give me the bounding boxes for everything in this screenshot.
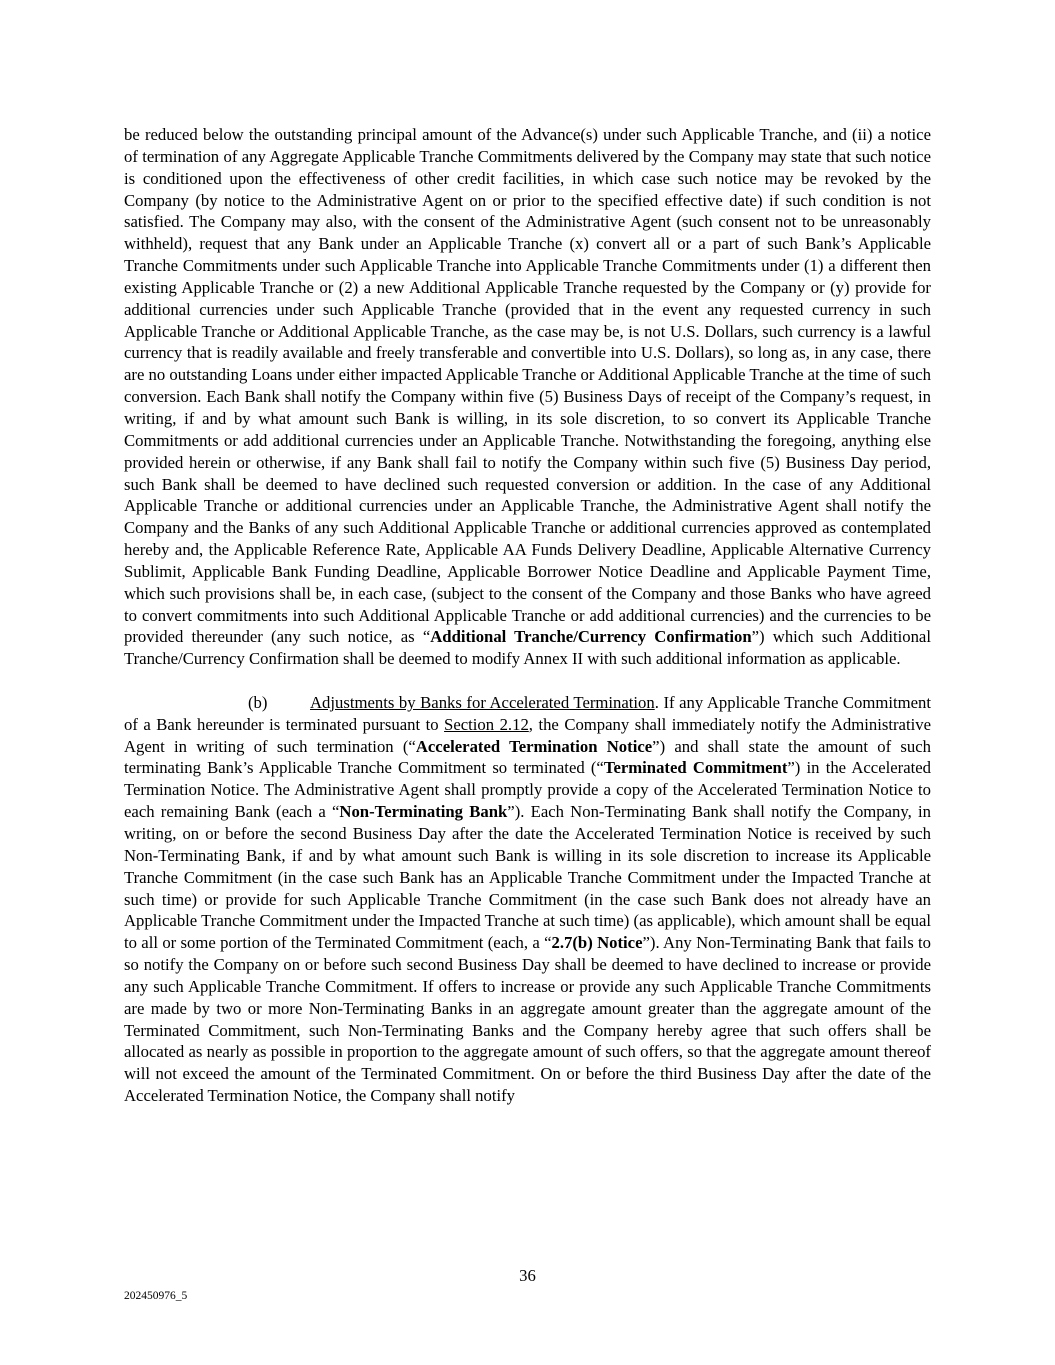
- text-run: ”) in the Accelerated Termination Notice. The Administrative Agent shall promptly provide a copy of the Accelerated Termination Notice to each remaining Bank (each a “: [124, 758, 932, 822]
- paragraph-label: (b): [248, 692, 268, 712]
- body-text: [124, 124, 931, 1107]
- text-run: ”). Any Non-Terminating Bank that fails to so notify the Company on or before such second Business Day shall be deemed to have declined to increase or provide any such Applicable Tranche Commitment. If offers to increase or provide any such Applicable Tranche Commitments are made by two or more Non-Terminating Banks in an aggregate amount greater than the aggregate amount of the Terminated Commitment, such Non-Terminating Banks and the Company hereby agree that such offers shall be allocated as nearly as possible in proportion to the aggregate amount of such offers, so that the aggregate amount thereof will not exceed the amount of the Terminated Commitment. On or before the third Business Day after the date of the Accelerated Termination Notice, the Company shall notify: [124, 933, 931, 1106]
- defined-term: 2.7(b) Notice: [551, 933, 643, 953]
- defined-term: Additional Tranche/Currency Confirmation: [430, 627, 752, 647]
- text-run: , the Company shall immediately notify the Administrative Agent in writing of such termination (“: [124, 714, 931, 756]
- text-run: . If any Applicable Tranche Commitment of a Bank hereunder is terminated pursuant to: [124, 692, 931, 734]
- page-number: 36: [519, 1266, 536, 1285]
- text-run: ”) and shall state the amount of such terminating Bank’s Applicable Tranche Commitment so terminated (“: [124, 736, 931, 778]
- paragraph-heading: Adjustments by Banks for Accelerated Termination: [310, 692, 655, 712]
- defined-term: Accelerated Termination Notice: [415, 736, 653, 756]
- section-reference: Section 2.12: [444, 714, 529, 734]
- text-run: ”) which such Additional Tranche/Currency Confirmation shall be deemed to modify Annex II with such additional information as applicable.: [124, 627, 931, 669]
- defined-term: Terminated Commitment: [603, 758, 788, 778]
- text-run: be reduced below the outstanding principal amount of the Advance(s) under such Applicable Tranche, and (ii) a notice of termination of any Aggregate Applicable Tranche Commitments delivered by the Company may state that such notice is conditioned upon the effectiveness of other credit facilities, in which case such notice may be revoked by the Company (by notice to the Administrative Agent on or prior to the specified effective date) if such condition is not satisfied. The Company may also, with the consent of the Administrative Agent (such consent not to be unreasonably withheld), request that any Bank under an Applicable Tranche (x) convert all or a part of such Bank’s Applicable Tranche Commitments under such Applicable Tranche into Applicable Tranche Commitments under (1) a different then existing Applicable Tranche or (2) a new Additional Applicable Tranche requested by the Company or (y) provide for additional currencies under such Applicable Tranche (provided that in the event any requested currency in such Applicable Tranche or Additional Applicable Tranche, as the case may be, is not U.S. Dollars, such currency is a lawful currency that is readily available and freely transferable and convertible into U.S. Dollars), so long as, in any case, there are no outstanding Loans under either impacted Applicable Tranche or Additional Applicable Tranche at the time of such conversion. Each Bank shall notify the Company within five (5) Business Days of receipt of the Company’s request, in writing, if and by what amount such Bank is willing, in its sole discretion, to so convert its Applicable Tranche Commitments or add additional currencies under an Applicable Tranche. Notwithstanding the foregoing, anything else provided herein or otherwise, if any Bank shall fail to notify the Company within such five (5) Business Day period, such Bank shall be deemed to have declined such requested conversion or addition. In the case of any Additional Applicable Tranche or additional currencies under an Applicable Tranche, the Administrative Agent shall notify the Company and the Banks of any such Additional Applicable Tranche or additional currencies approved as contemplated hereby and, the Applicable Reference Rate, Applicable AA Funds Delivery Deadline, Applicable Alternative Currency Sublimit, Applicable Bank Funding Deadline, Applicable Borrower Notice Deadline and Applicable Payment Time, which such provisions shall be, in each case, (subject to the consent of the Company and those Banks who have agreed to convert commitments into such Additional Applicable Tranche or add additional currencies) and the currencies to be provided thereunder (any such notice, as “: [124, 125, 931, 647]
- document-id: 202450976_5: [124, 1290, 188, 1302]
- paragraph-a-continuation: [124, 124, 931, 670]
- text-run: ”). Each Non-Terminating Bank shall notify the Company, in writing, on or before the second Business Day after the date the Accelerated Termination Notice is received by such Non-Terminating Bank, if and by what amount such Bank is willing in its sole discretion to increase its Applicable Tranche Commitment (in the case such Bank has an Applicable Tranche Commitment under the Impacted Tranche at such time) or provide for such Applicable Tranche Commitment (in the case such Bank does not already have an Applicable Tranche Commitment under the Impacted Tranche at such time) (as applicable), which amount shall be equal to all or some portion of the Terminated Commitment (each, a “: [124, 802, 931, 953]
- paragraph-b: [124, 692, 931, 1107]
- defined-term: Non-Terminating Bank: [339, 802, 508, 822]
